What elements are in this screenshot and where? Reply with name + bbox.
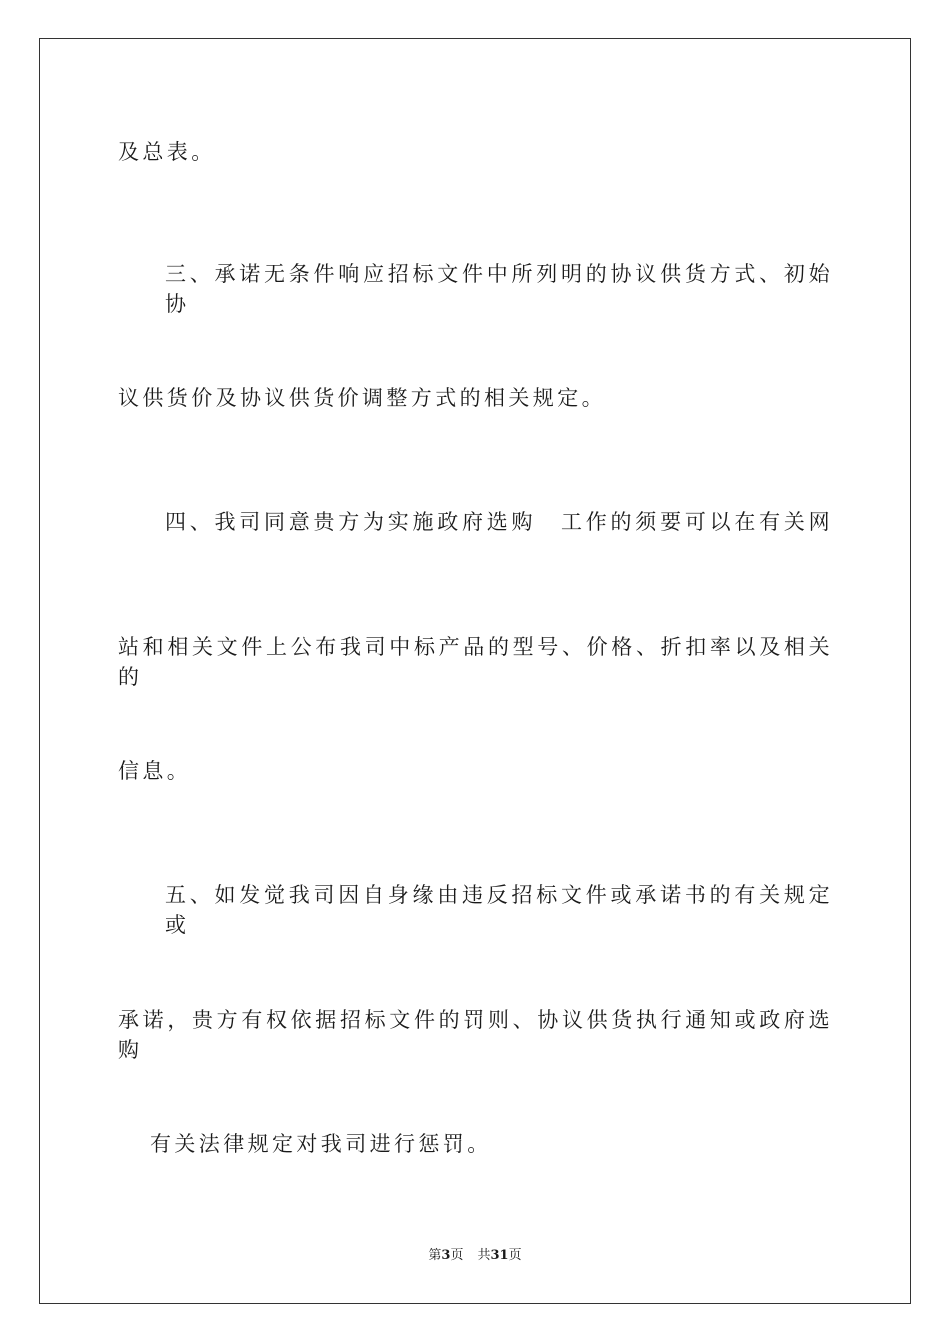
footer-total-pages: 31 — [490, 1248, 509, 1263]
text-line-9: 有关法律规定对我司进行惩罚。 — [150, 1132, 492, 1156]
text-line-2: 三、承诺无条件响应招标文件中所列明的协议供货方式、初始协 — [165, 262, 833, 316]
footer-page-prefix: 第 — [428, 1248, 442, 1263]
text-line-5: 站和相关文件上公布我司中标产品的型号、价格、折扣率以及相关的 — [118, 635, 833, 689]
text-line-6: 信息。 — [118, 759, 192, 783]
footer-total-prefix: 共 — [477, 1248, 491, 1263]
text-line-1: 及总表。 — [118, 140, 216, 164]
text-line-4: 四、我司同意贵方为实施政府选购 工作的须要可以在有关网 — [165, 510, 833, 534]
text-line-3: 议供货价及协议供货价调整方式的相关规定。 — [118, 386, 606, 410]
footer-page-suffix: 页 — [450, 1248, 464, 1263]
text-line-8: 承诺，贵方有权依据招标文件的罚则、协议供货执行通知或政府选购 — [118, 1008, 833, 1062]
footer-total-suffix: 页 — [508, 1248, 522, 1263]
page-footer — [0, 1244, 950, 1263]
footer-page-number: 3 — [441, 1248, 451, 1263]
text-line-7: 五、如发觉我司因自身缘由违反招标文件或承诺书的有关规定或 — [165, 883, 833, 937]
